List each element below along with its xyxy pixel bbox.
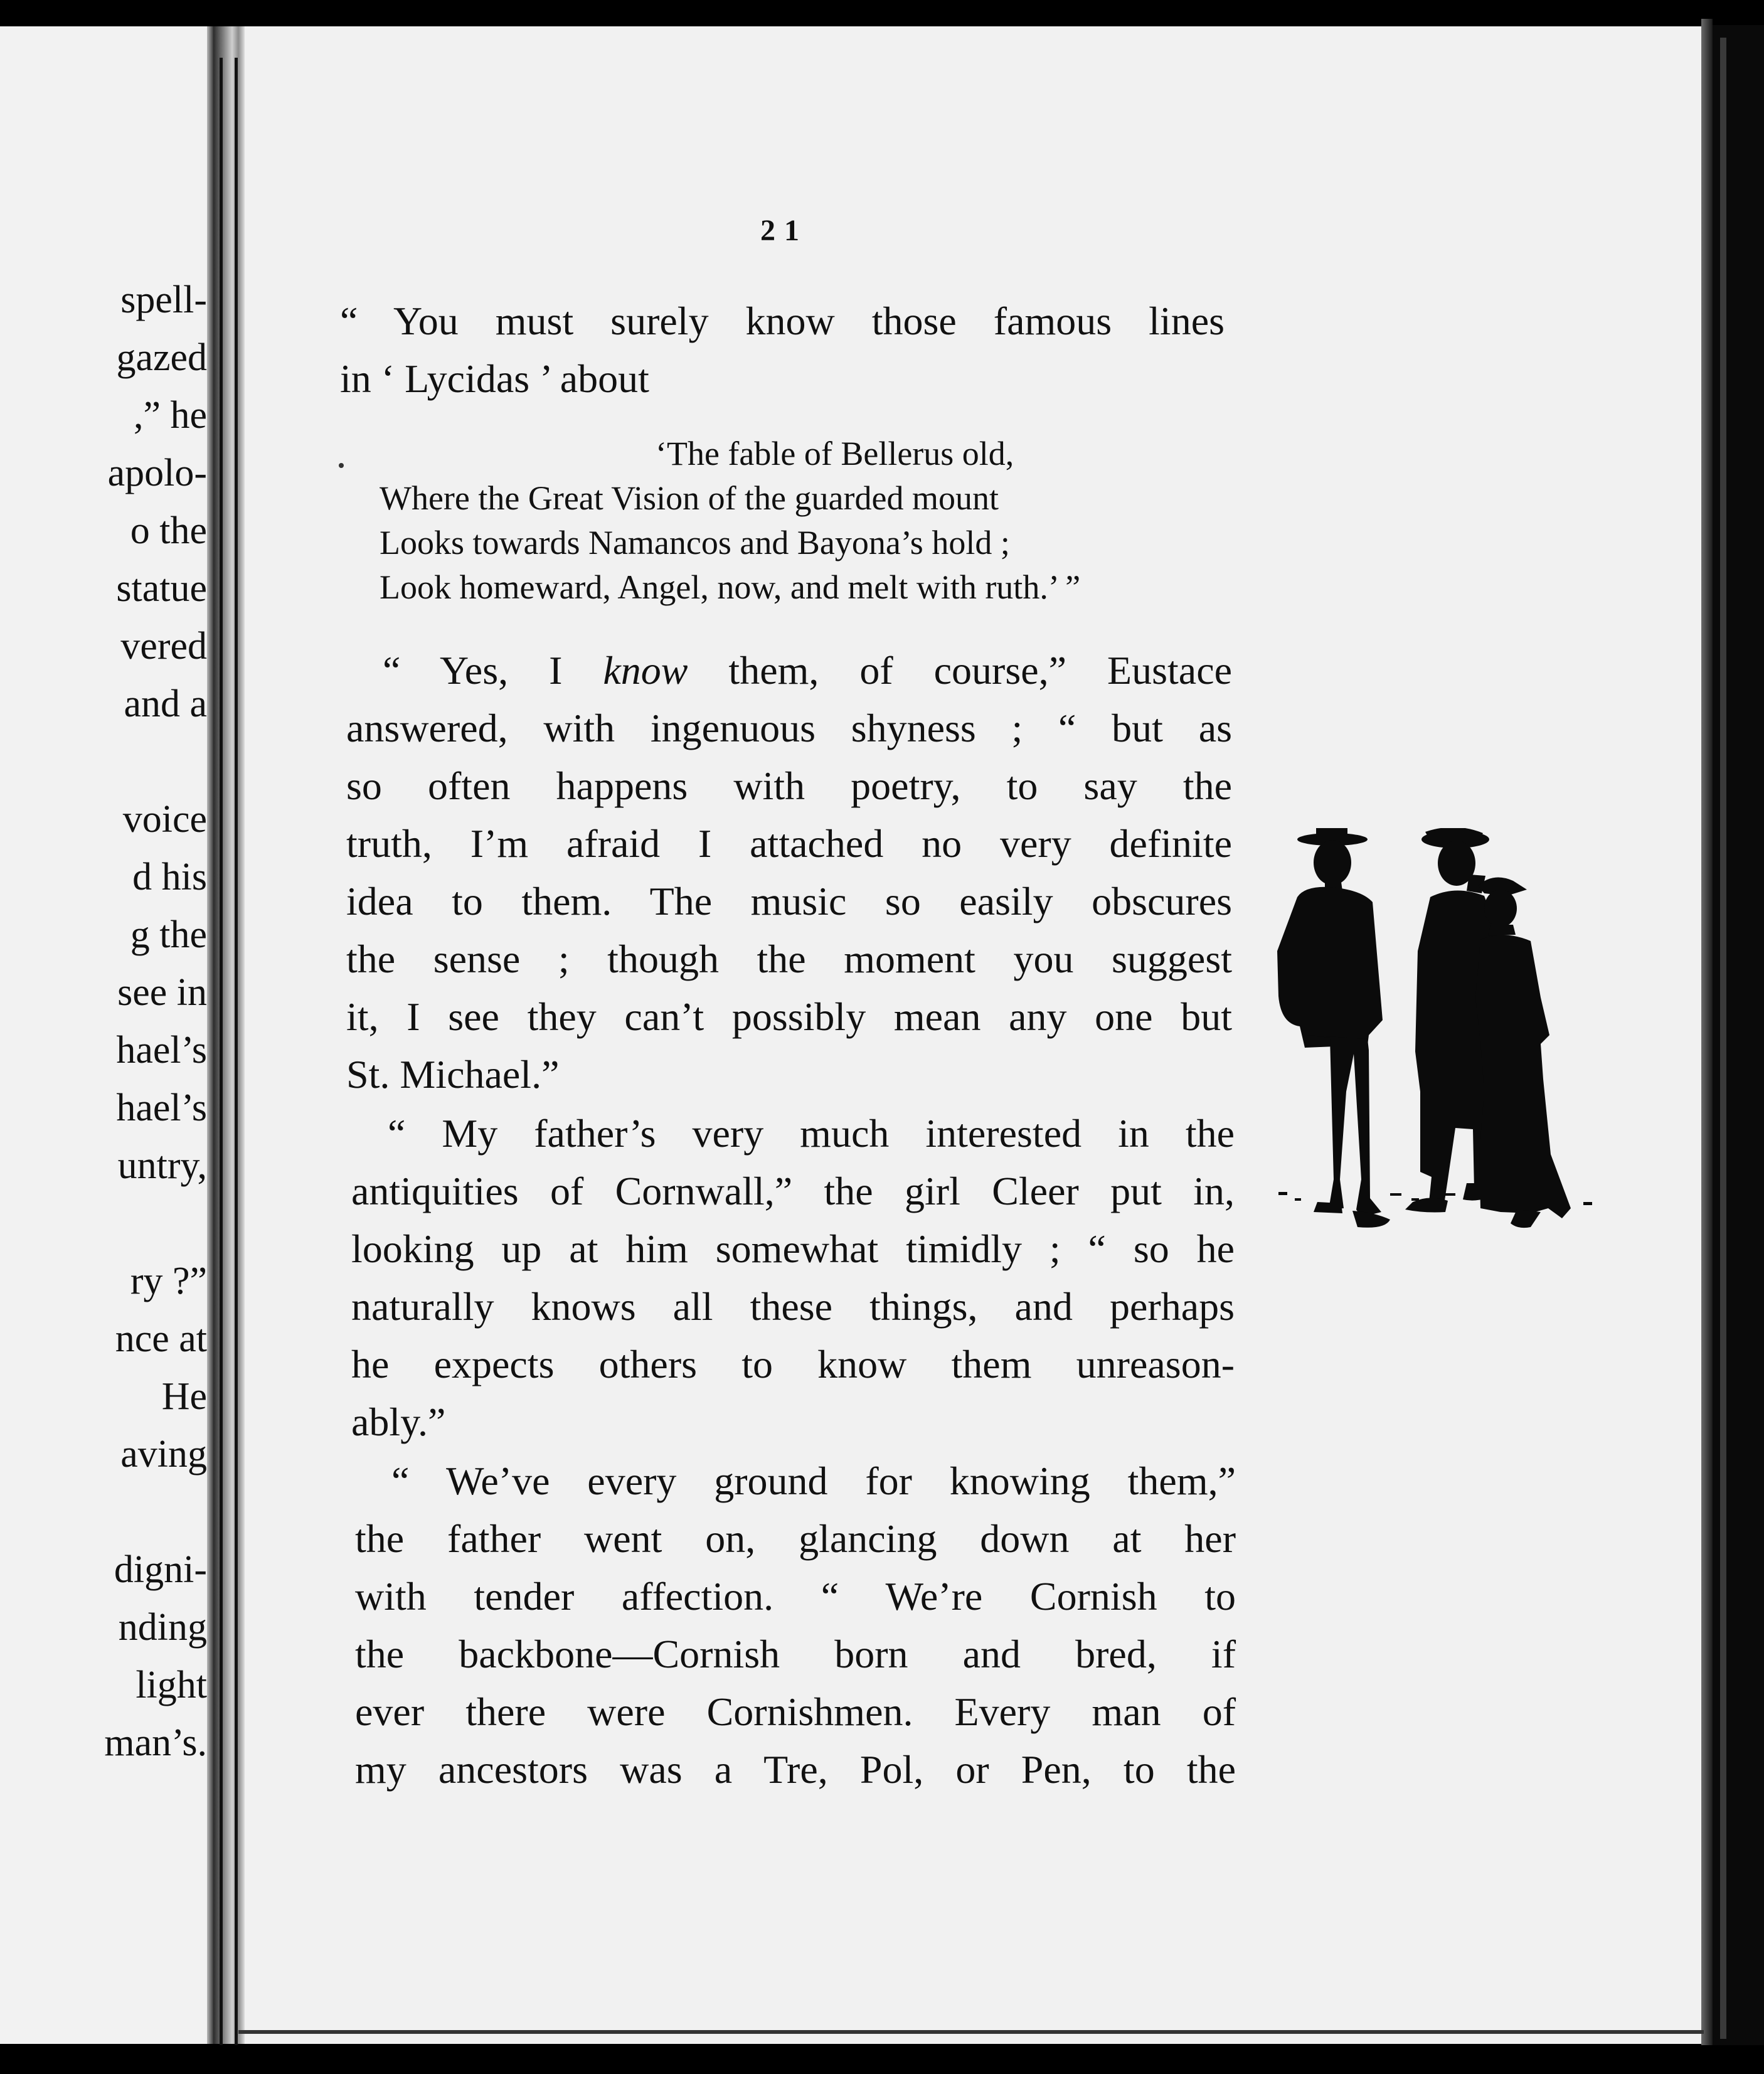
verse-line: Looks towards Namancos and Bayona’s hold ; [380, 524, 1010, 561]
text-run: “ Yes, I [383, 648, 603, 693]
previous-page-line [0, 1483, 207, 1541]
previous-page-line: nding [118, 1606, 207, 1649]
text-line: truth, I’m afraid I attached no very definite [346, 821, 1232, 866]
text-line: ably.” [351, 1400, 446, 1444]
previous-page-line: light [135, 1664, 207, 1706]
previous-page-line: aving [120, 1433, 207, 1476]
woman-silhouette [1475, 878, 1571, 1228]
scan-top-border [0, 0, 1764, 25]
previous-page-line: and a [124, 683, 207, 725]
text-line: “ My father’s very much interested in the [388, 1111, 1235, 1156]
page-number: 21 [760, 214, 808, 247]
previous-page-line: untry, [117, 1144, 207, 1187]
previous-page-line: ,” he [133, 394, 207, 437]
gutter-line [220, 58, 223, 2065]
verse-line: Look homeward, Angel, now, and melt with ruth.’ ” [380, 568, 1081, 606]
gutter-line [235, 58, 238, 2065]
previous-page-line: o the [130, 509, 207, 552]
previous-page-line: hael’s [116, 1029, 207, 1072]
text-line: my ancestors was a Tre, Pol, or Pen, to the [355, 1747, 1236, 1792]
previous-page-line: hael’s [116, 1087, 207, 1129]
scan-right-border-line [1720, 38, 1726, 2039]
previous-page-line: voice [122, 798, 207, 841]
previous-page-line: He [161, 1375, 207, 1418]
previous-page-fragment [0, 26, 213, 2044]
text-line: St. Michael.” [346, 1052, 560, 1097]
text-line: the father went on, glancing down at her [355, 1516, 1236, 1561]
text-line: naturally knows all these things, and perhaps [351, 1284, 1235, 1329]
speck [339, 463, 344, 468]
verse-line: ‘The fable of Bellerus old, [656, 435, 1014, 472]
previous-page-line: gazed [116, 336, 207, 379]
previous-page-text [0, 271, 207, 1772]
silhouette-illustration [1267, 828, 1606, 1280]
text-line [346, 642, 1232, 699]
text-line: it, I see they can’t possibly mean any one but [346, 994, 1232, 1039]
previous-page-line [0, 1194, 207, 1252]
text-line: in ‘ Lycidas ’ about [340, 356, 649, 401]
previous-page-line: digni- [114, 1548, 207, 1591]
text-line: looking up at him somewhat timidly ; “ so he [351, 1226, 1235, 1271]
previous-page-line: nce at [115, 1317, 207, 1360]
previous-page-line: statue [116, 567, 207, 610]
previous-page-line: apolo- [107, 452, 207, 494]
previous-page-line: ry ?” [130, 1260, 207, 1302]
text-line: with tender affection. “ We’re Cornish to [355, 1574, 1236, 1619]
verse-line: Where the Great Vision of the guarded mount [380, 479, 999, 517]
verse-quotation [380, 432, 1208, 610]
text-line: antiquities of Cornwall,” the girl Cleer put in, [351, 1169, 1235, 1213]
text-line: “ We’ve every ground for knowing them,” [391, 1459, 1236, 1503]
young-man-silhouette [1277, 828, 1390, 1228]
text-line: so often happens with poetry, to say the [346, 763, 1232, 808]
book-gutter [213, 26, 245, 2044]
previous-page-line: man’s. [104, 1721, 207, 1764]
previous-page-line: see in [117, 971, 207, 1014]
text-line: ever there were Cornishmen. Every man of [355, 1689, 1236, 1734]
text-line: answered, with ingenuous shyness ; “ but as [346, 706, 1232, 750]
scan-bottom-border [0, 2045, 1764, 2074]
previous-page-line [0, 733, 207, 790]
text-line: he expects others to know them unreason- [351, 1342, 1235, 1386]
emphasis-text: know [603, 648, 688, 693]
previous-page-line: spell- [120, 279, 207, 321]
text-line: the backbone—Cornish born and bred, if [355, 1632, 1236, 1676]
previous-page-line: g the [130, 913, 207, 956]
paragraph-eustace [346, 642, 1232, 1103]
paragraph-cleer [351, 1105, 1235, 1451]
previous-page-line: d his [132, 856, 207, 898]
page-right-edge [1701, 19, 1713, 2045]
text-line: “ You must surely know those famous lines [340, 299, 1225, 343]
previous-page-line: vered [120, 625, 207, 667]
text-line: the sense ; though the moment you suggest [346, 937, 1232, 981]
paragraph-father [355, 1452, 1236, 1799]
text-line: idea to them. The music so easily obscures [346, 879, 1232, 923]
page-bottom-edge [238, 2030, 1704, 2034]
intro-paragraph [340, 292, 1225, 408]
text-run: them, of course,” Eustace [688, 648, 1233, 693]
